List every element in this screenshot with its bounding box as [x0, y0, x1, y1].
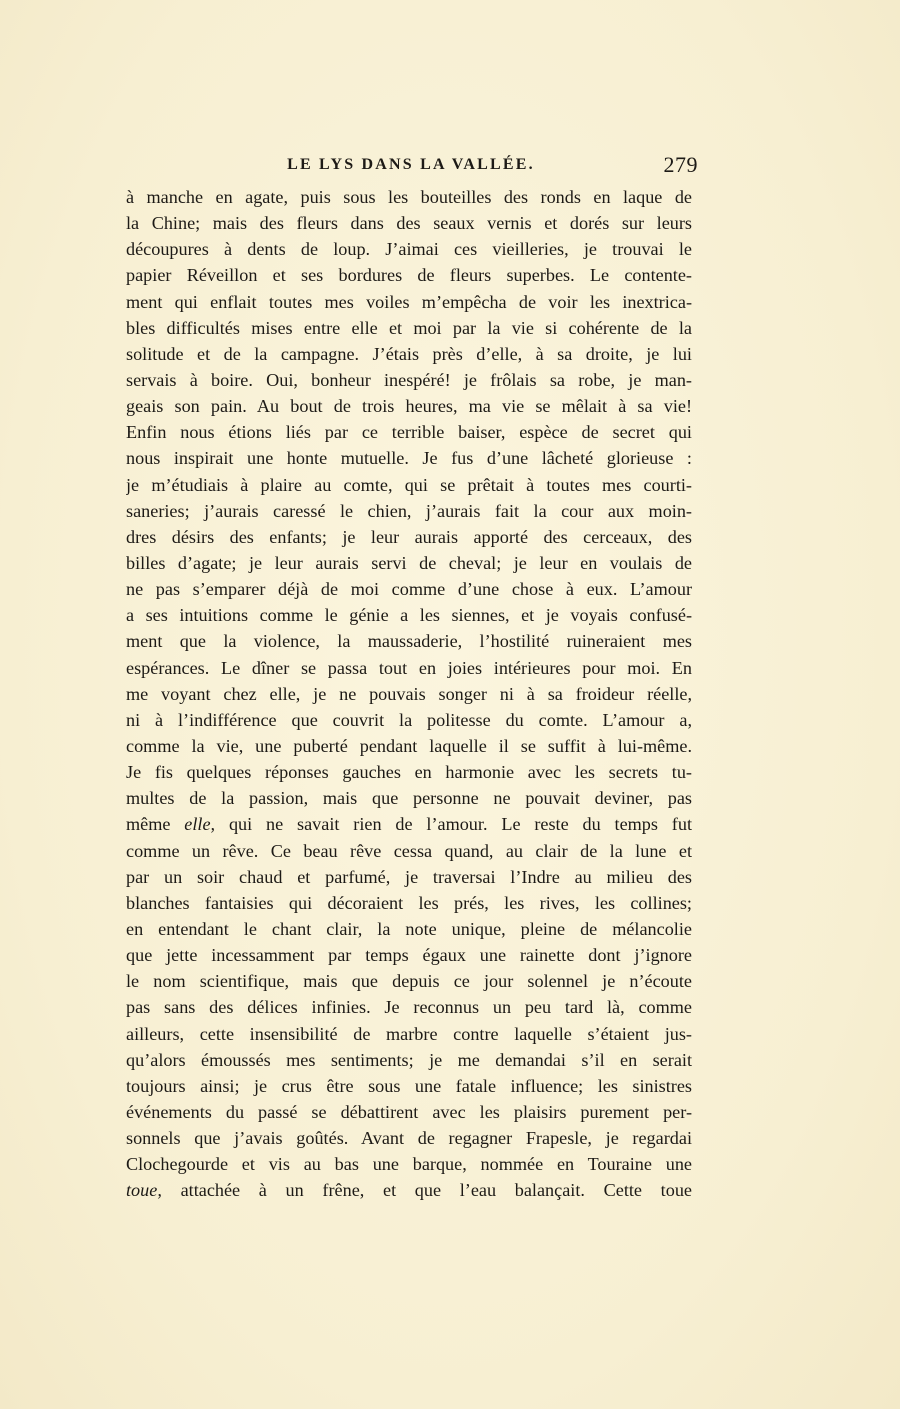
text-line: dres désirs des enfants; je leur aurais apporté des cerceaux, des [126, 526, 692, 547]
text-line: la Chine; mais des fleurs dans des seaux vernis et dorés sur leurs [126, 213, 692, 234]
text-line: sonnels que j’avais goûtés. Avant de regagner Frapesle, je regardai [126, 1128, 692, 1149]
text-line: je m’étudiais à plaire au comte, qui se prêtait à toutes mes courti- [126, 474, 692, 495]
text-line: par un soir chaud et parfumé, je traversai l’Indre au milieu des [126, 866, 692, 887]
text-line: Enfin nous étions liés par ce terrible baiser, espèce de secret qui [126, 422, 692, 443]
text-line: toujours ainsi; je crus être sous une fatale influence; les sinistres [126, 1075, 692, 1096]
running-head [126, 152, 696, 182]
running-title: LE LYS DANS LA VALLÉE. [287, 156, 535, 173]
text-line: pas sans des délices infinies. Je reconnus un peu tard là, comme [126, 997, 692, 1018]
text-line: me voyant chez elle, je ne pouvais songer ni à sa froideur réelle, [126, 683, 692, 704]
text-line: en entendant le chant clair, la note unique, pleine de mélancolie [126, 918, 692, 939]
text-line: papier Réveillon et ses bordures de fleurs superbes. Le contente- [126, 265, 692, 286]
text-line: à manche en agate, puis sous les bouteilles des ronds en laque de [126, 187, 692, 207]
text-line: que jette incessamment par temps égaux une rainette dont j’ignore [126, 945, 692, 966]
text-line: a ses intuitions comme le génie a les siennes, et je voyais confusé- [126, 605, 692, 626]
text-line: espérances. Le dîner se passa tout en joies intérieures pour moi. En [126, 657, 692, 678]
text-line: bles difficultés mises entre elle et moi par la vie si cohérente de la [126, 317, 692, 338]
body-text [126, 184, 692, 1203]
text-line: Je fis quelques réponses gauches en harmonie avec les secrets tu- [126, 762, 692, 783]
text-line: découpures à dents de loup. J’aimai ces vieilleries, je trouvai le [126, 239, 692, 260]
text-line: multes de la passion, mais que personne ne pouvait deviner, pas [126, 788, 692, 809]
text-line: ment que la violence, la maussaderie, l’hostilité ruineraient mes [126, 631, 692, 652]
text-line: événements du passé se débattirent avec les plaisirs purement per- [126, 1101, 692, 1122]
text-line: comme la vie, une puberté pendant laquelle il se suffit à lui-même. [126, 735, 692, 756]
text-line: solitude et de la campagne. J’étais près d’elle, à sa droite, je lui [126, 343, 692, 364]
text-line: ni à l’indifférence que couvrit la politesse du comte. L’amour a, [126, 709, 692, 730]
page-number: 279 [663, 152, 698, 177]
text-line: billes d’agate; je leur aurais servi de cheval; je leur en voulais de [126, 552, 692, 573]
text-line-with-italic [126, 811, 692, 837]
text-line: ne pas s’emparer déjà de moi comme d’une chose à eux. L’amour [126, 579, 692, 600]
italic-word: toue, [126, 1180, 162, 1201]
text-line: servais à boire. Oui, bonheur inespéré! je frôlais sa robe, je man- [126, 369, 692, 390]
text-line-with-italic [126, 1177, 692, 1203]
text-line: Clochegourde et vis au bas une barque, nommée en Touraine une [126, 1154, 692, 1175]
text-line: ment qui enflait toutes mes voiles m’empêcha de voir les inextrica- [126, 291, 692, 312]
text-line: qu’alors émoussés mes sentiments; je me demandai s’il en serait [126, 1049, 692, 1070]
text-line: le nom scientifique, mais que depuis ce jour solennel je n’écoute [126, 971, 692, 992]
text-line: blanches fantaisies qui décoraient les prés, les rives, les collines; [126, 892, 692, 913]
text-line: nous inspirait une honte mutuelle. Je fus d’une lâcheté glorieuse : [126, 448, 692, 469]
text-line: ailleurs, cette insensibilité de marbre contre laquelle s’étaient jus- [126, 1023, 692, 1044]
italic-word: elle, [184, 814, 216, 835]
text-line: geais son pain. Au bout de trois heures, ma vie se mêlait à sa vie! [126, 396, 692, 417]
text-segment: attachée à un frêne, et que l’eau balançait. Cette toue [180, 1180, 692, 1201]
text-segment: qui ne savait rien de l’amour. Le reste du temps fut [228, 814, 692, 835]
text-segment: même [126, 814, 171, 835]
text-line: comme un rêve. Ce beau rêve cessa quand, au clair de la lune et [126, 840, 692, 861]
text-line: saneries; j’aurais caressé le chien, j’aurais fait la cour aux moin- [126, 500, 692, 521]
